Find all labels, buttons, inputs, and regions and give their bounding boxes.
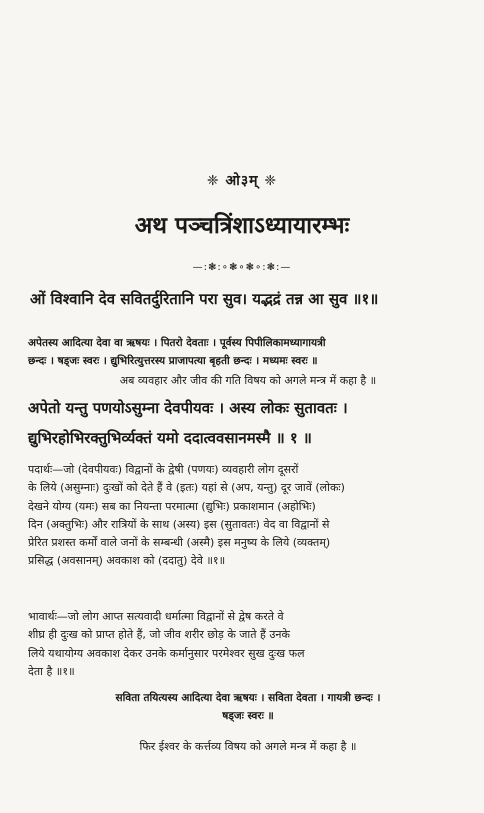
intro-2: फिर ईश्वर के कर्त्तव्य विषय को अगले मन्त्र में कहा है ॥ bbox=[139, 740, 357, 753]
mantra-1-meta bbox=[28, 334, 468, 370]
opening-mantra: ओं विश्वानि देव सवितर्दुरितानि परा सुव। यद्भद्रं तन्न आ सुव ॥१॥ bbox=[30, 290, 379, 308]
ornament-divider: —:❃:∘❃∘❃∘:❃:— bbox=[192, 262, 292, 273]
padartha-line: देखने योग्य (यमः) सब का नियन्ता परमात्मा (द्युभिः) प्रकाशमान (अहोभिः) bbox=[28, 499, 316, 513]
om-heading: ❈ ओ३म् ❈ bbox=[206, 173, 278, 189]
meta-line: अपेतस्य आदित्या देवा वा ऋषयः । पितरो देवताः । पूर्वस्य पिपीलिकामध्यागायत्री bbox=[28, 337, 326, 349]
mantra-2-meta bbox=[28, 689, 468, 725]
bhavartha-line: लिये यथायोग्य अवकाश देकर उनके कर्मानुसार परमेश्वर सुख दुःख फल bbox=[28, 646, 305, 660]
bhavartha-section bbox=[28, 608, 468, 681]
padartha-line: प्रेरित प्रशस्त कर्मों वाले जनों के सम्बन्धी (अस्मै) इस मनुष्य के लिये (व्यक्तम्) bbox=[28, 536, 331, 550]
padartha-line: प्रसिद्ध (अवसानम्) अवकाश को (ददातु) देवे ॥१॥ bbox=[28, 554, 226, 568]
intro-1: अब व्यवहार और जीव की गति विषय को अगले मन्त्र में कहा है ॥ bbox=[119, 374, 377, 387]
meta-line: सविता तयित्यस्य आदित्या देवा ऋषयः । सविता देवता । गायत्री छन्दः । bbox=[115, 692, 381, 704]
mantra-line: द्युभिरहोभिरक्तुभिर्व्यक्तं यमो ददात्ववसानमस्मै ॥ १ ॥ bbox=[28, 429, 312, 447]
meta-line: छन्दः । षड्जः स्वरः । द्युभिरित्युत्तरस्य प्राजापत्या बृहती छन्दः । मध्यमः स्वरः ॥ bbox=[28, 355, 318, 367]
bhavartha-line: शीघ्र ही दुःख को प्राप्त होते हैं, जो जीव शरीर छोड़ के जाते हैं उनके bbox=[28, 628, 290, 642]
bhavartha-line: भावार्थः—जो लोग आप्त सत्यवादी धर्मात्मा विद्वानों से द्वेष करते वे bbox=[28, 610, 284, 623]
padartha-line: के लिये (असुम्नाः) दुःखों को देते हैं वे (इतः) यहां से (अप, यन्तु) दूर जावें (लोकः) bbox=[28, 481, 345, 495]
padartha-line: दिन (अक्तुभिः) और रात्रियों के साथ (अस्य) इस (सुतावतः) वेद वा विद्वानों से bbox=[28, 517, 330, 531]
bhavartha-line: देता है ॥१॥ bbox=[28, 664, 75, 678]
chapter-title: अथ पञ्चत्रिंशाऽध्यायारम्भः bbox=[134, 213, 350, 239]
meta-line: षड्जः स्वरः ॥ bbox=[222, 710, 274, 722]
mantra-line: अपेतो यन्तु पणयोऽसुम्ना देवपीयवः । अस्य लोकः सुतावतः । bbox=[28, 399, 348, 417]
mantra-1-text bbox=[28, 393, 468, 453]
padartha-section bbox=[28, 461, 468, 571]
padartha-line: पदार्थः—जो (देवपीयवः) विद्वानों के द्वेषी (पणयः) व्यवहारी लोग दूसरों bbox=[28, 463, 299, 476]
